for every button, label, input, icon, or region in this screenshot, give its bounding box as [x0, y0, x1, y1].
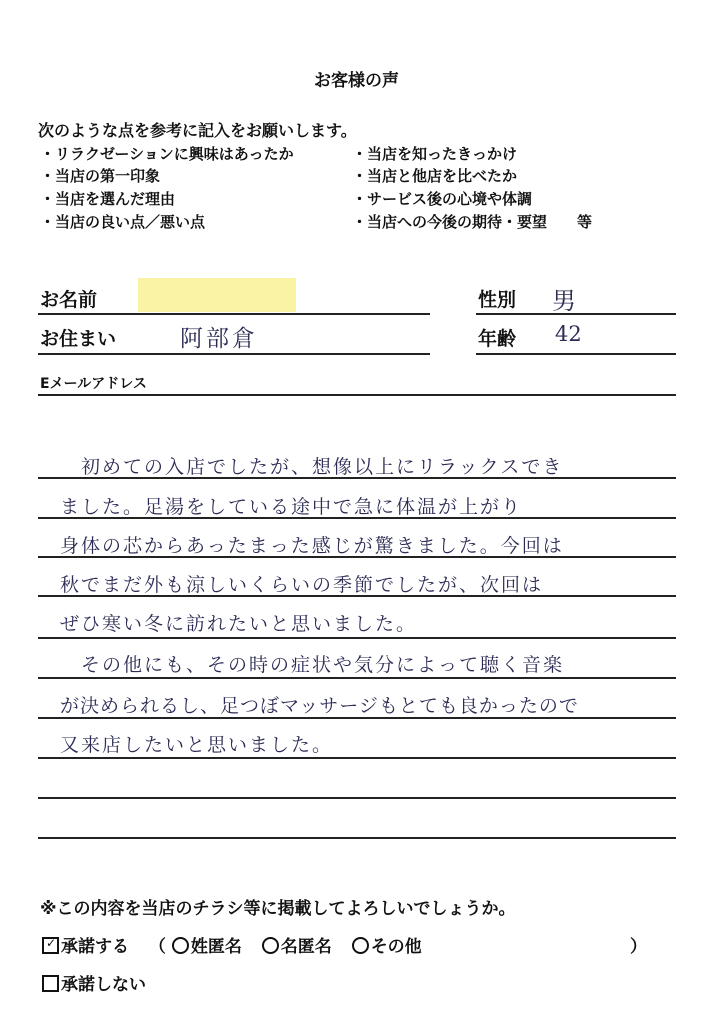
ruled-line: [38, 556, 676, 558]
instructions: 次のような点を参考に記入をお願いします。: [38, 121, 357, 140]
ruled-line: [38, 477, 676, 479]
age-field-line[interactable]: [476, 353, 676, 355]
address-value: 阿部倉: [180, 326, 258, 352]
opt2-label: 名匿名: [280, 937, 332, 957]
disagree-checkbox[interactable]: [42, 975, 59, 992]
ruled-line: [38, 837, 676, 839]
opt2-radio[interactable]: [262, 937, 279, 954]
prompt-left-3: ・当店を選んだ理由: [40, 190, 176, 208]
prompt-right-3: ・サービス後の心境や体調: [352, 190, 533, 208]
name-redaction: [138, 278, 296, 312]
opt1-label: 姓匿名: [190, 937, 242, 957]
prompt-right-2: ・当店と他店を比べたか: [352, 167, 518, 185]
address-label: お住まい: [40, 328, 117, 350]
prompt-left-1: ・リラクゼーションに興味はあったか: [40, 145, 294, 163]
age-label: 年齢: [478, 328, 517, 350]
prompt-right-4: ・当店への今後の期待・要望 等: [352, 213, 593, 231]
gender-value: 男: [552, 287, 576, 315]
comment-line-2: ました。足湯をしている途中で急に体温が上がり: [60, 496, 523, 518]
open-paren: （: [148, 937, 166, 957]
prompt-right-1: ・当店を知ったきっかけ: [352, 145, 518, 163]
ruled-line: [38, 757, 676, 759]
close-paren: ）: [630, 937, 647, 957]
ruled-line: [38, 677, 676, 679]
ruled-line: [38, 717, 676, 719]
opt3-label: その他: [370, 937, 422, 957]
comment-line-7: が決められるし、足つぼマッサージもとても良かったので: [60, 695, 579, 717]
disagree-label: 承諾しない: [61, 975, 146, 995]
prompt-left-2: ・当店の第一印象: [40, 167, 161, 185]
comment-line-5: ぜひ寒い冬に訪れたいと思いました。: [60, 613, 418, 635]
email-label: Eメールアドレス: [40, 376, 147, 392]
name-field-line[interactable]: [38, 313, 430, 315]
comment-line-6: その他にも、その時の症状や気分によって聴く音楽: [60, 654, 565, 676]
opt3-radio[interactable]: [352, 937, 369, 954]
ruled-line: [38, 517, 676, 519]
comment-line-1: 初めての入店でしたが、想像以上にリラックスでき: [60, 456, 564, 478]
email-field-line[interactable]: [38, 394, 676, 396]
comment-line-3: 身体の芯からあったまった感じが驚きました。今回は: [60, 535, 564, 557]
ruled-line: [38, 637, 676, 639]
gender-label: 性別: [478, 289, 517, 311]
consent-question: ※この内容を当店のチラシ等に掲載してよろしいでしょうか。: [40, 899, 516, 919]
prompt-left-4: ・当店の良い点／悪い点: [40, 213, 206, 231]
comment-line-4: 秋でまだ外も涼しいくらいの季節でしたが、次回は: [60, 574, 544, 596]
comment-line-8: 又来店したいと思いました。: [60, 734, 334, 756]
ruled-line: [38, 595, 676, 597]
age-value: 42: [555, 322, 582, 346]
ruled-line: [38, 797, 676, 799]
gender-field-line[interactable]: [476, 313, 676, 315]
checkmark-icon: ✓: [46, 936, 57, 950]
consent-disagree-row: [42, 970, 146, 995]
opt1-radio[interactable]: [172, 937, 189, 954]
consent-agree-row: [42, 932, 422, 957]
name-label: お名前: [40, 289, 98, 311]
agree-checkbox[interactable]: [42, 937, 59, 954]
page-title: お客様の声: [314, 71, 399, 91]
agree-label: 承諾する: [61, 937, 129, 957]
address-field-line[interactable]: [38, 353, 430, 355]
